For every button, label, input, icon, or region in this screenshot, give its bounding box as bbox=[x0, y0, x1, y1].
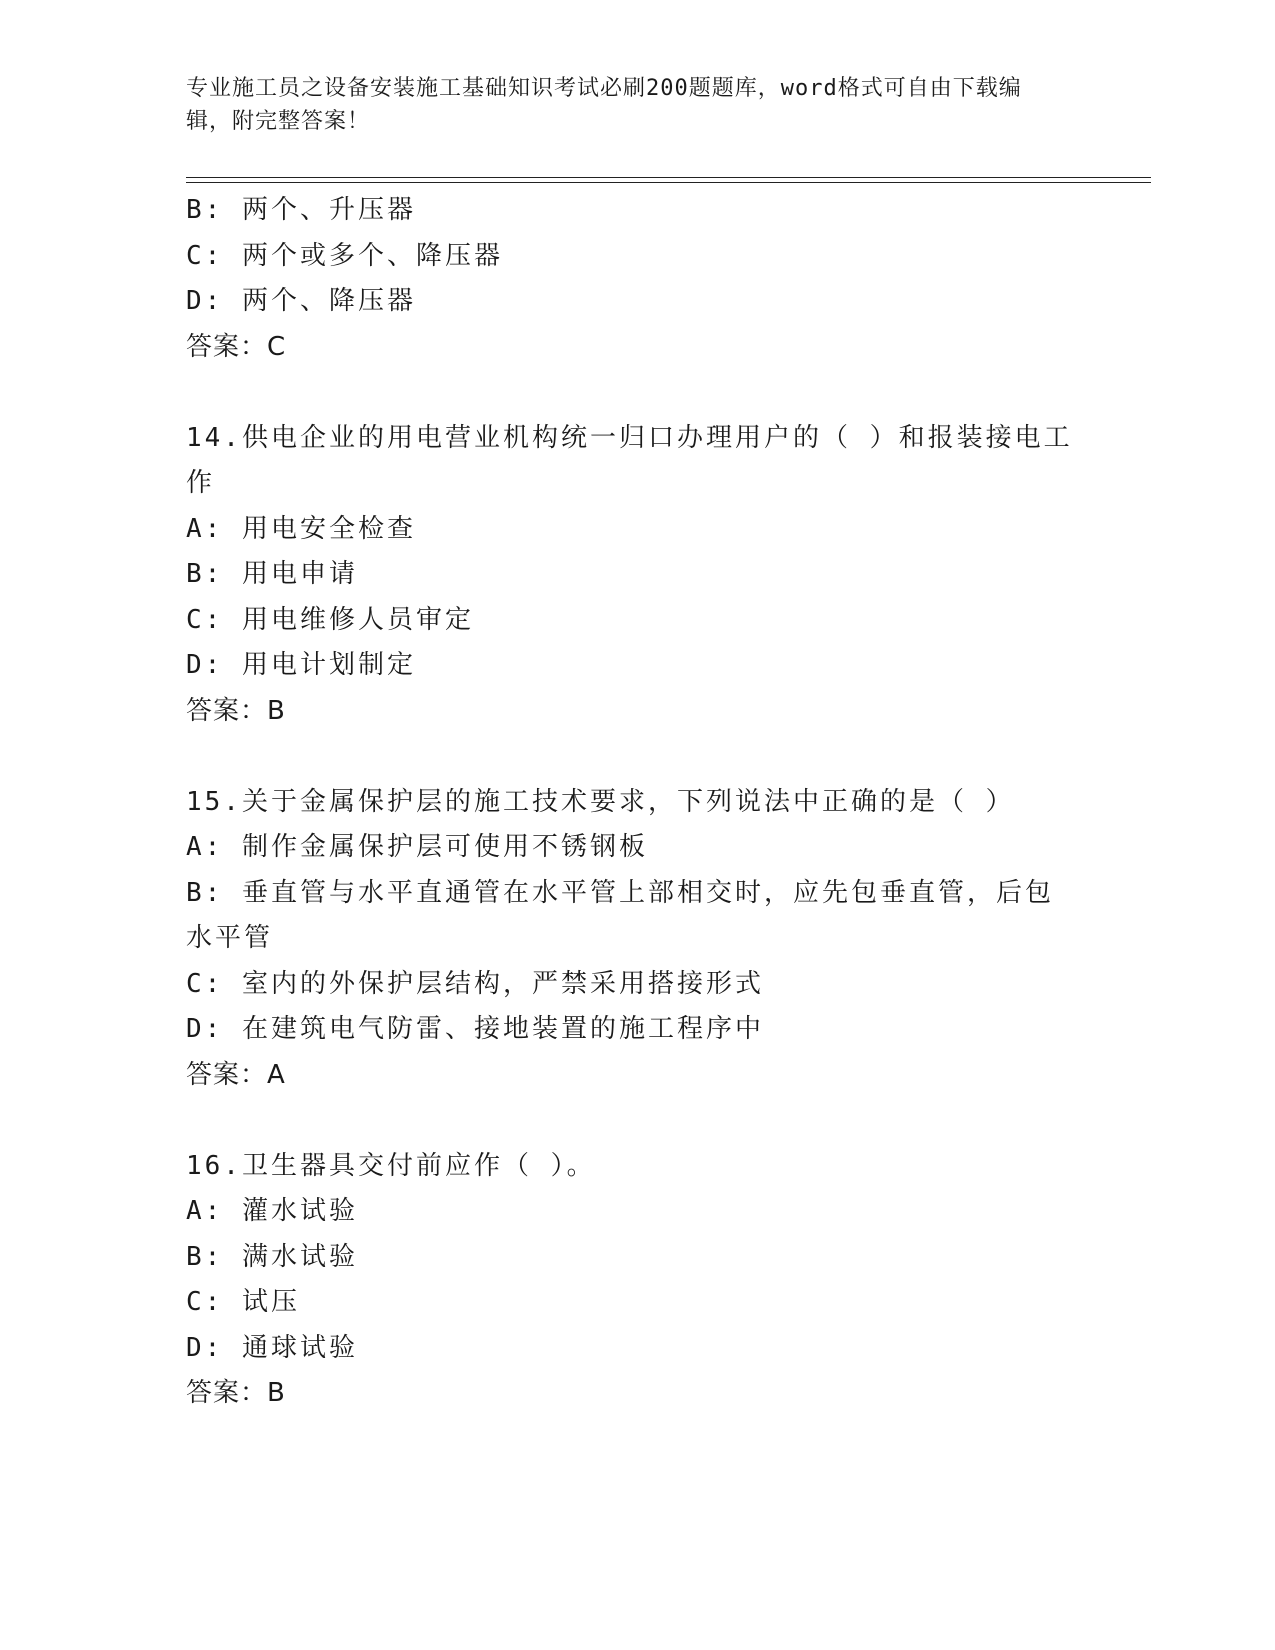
question-list bbox=[186, 188, 1076, 1417]
option-d: D: 两个、降压器 bbox=[186, 286, 416, 316]
option-c: C: 用电维修人员审定 bbox=[186, 604, 474, 635]
spacer bbox=[186, 370, 1076, 416]
answer-line: 答案：A bbox=[186, 1059, 286, 1090]
option-b: B: 垂直管与水平直通管在水平管上部相交时，应先包垂直管，后包水平管 bbox=[186, 877, 1054, 953]
option-a: A: 用电安全检查 bbox=[186, 513, 416, 544]
option-c: C: 室内的外保护层结构，严禁采用搭接形式 bbox=[186, 968, 764, 999]
option-b: B: 满水试验 bbox=[186, 1241, 358, 1272]
spacer bbox=[186, 734, 1076, 780]
question-text: 15.关于金属保护层的施工技术要求，下列说法中正确的是（ ） bbox=[186, 786, 1015, 817]
header-divider-top bbox=[186, 177, 1151, 178]
option-c: C: 试压 bbox=[186, 1287, 300, 1317]
option-b: B: 两个、升压器 bbox=[186, 195, 416, 225]
question-16 bbox=[186, 1144, 1076, 1417]
header-divider-bottom bbox=[186, 182, 1151, 183]
answer-line: 答案：B bbox=[186, 695, 286, 726]
answer-line: 答案：C bbox=[186, 331, 287, 362]
question-text: 14.供电企业的用电营业机构统一归口办理用户的（ ）和报装接电工作 bbox=[186, 422, 1073, 498]
option-d: D: 通球试验 bbox=[186, 1332, 358, 1363]
document-header: 专业施工员之设备安装施工基础知识考试必刷200题题库，word格式可自由下载编辑，附完整答案！ bbox=[186, 76, 1022, 134]
option-d: D: 用电计划制定 bbox=[186, 650, 416, 680]
option-c: C: 两个或多个、降压器 bbox=[186, 240, 503, 271]
option-b: B: 用电申请 bbox=[186, 559, 358, 589]
question-13 bbox=[186, 188, 1076, 370]
spacer bbox=[186, 1098, 1076, 1144]
question-14 bbox=[186, 416, 1076, 735]
option-a: A: 灌水试验 bbox=[186, 1196, 358, 1226]
question-15 bbox=[186, 780, 1076, 1099]
option-d: D: 在建筑电气防雷、接地装置的施工程序中 bbox=[186, 1014, 764, 1044]
question-text: 16.卫生器具交付前应作（ ）。 bbox=[186, 1150, 596, 1181]
option-a: A: 制作金属保护层可使用不锈钢板 bbox=[186, 832, 648, 862]
answer-line: 答案：B bbox=[186, 1378, 286, 1408]
